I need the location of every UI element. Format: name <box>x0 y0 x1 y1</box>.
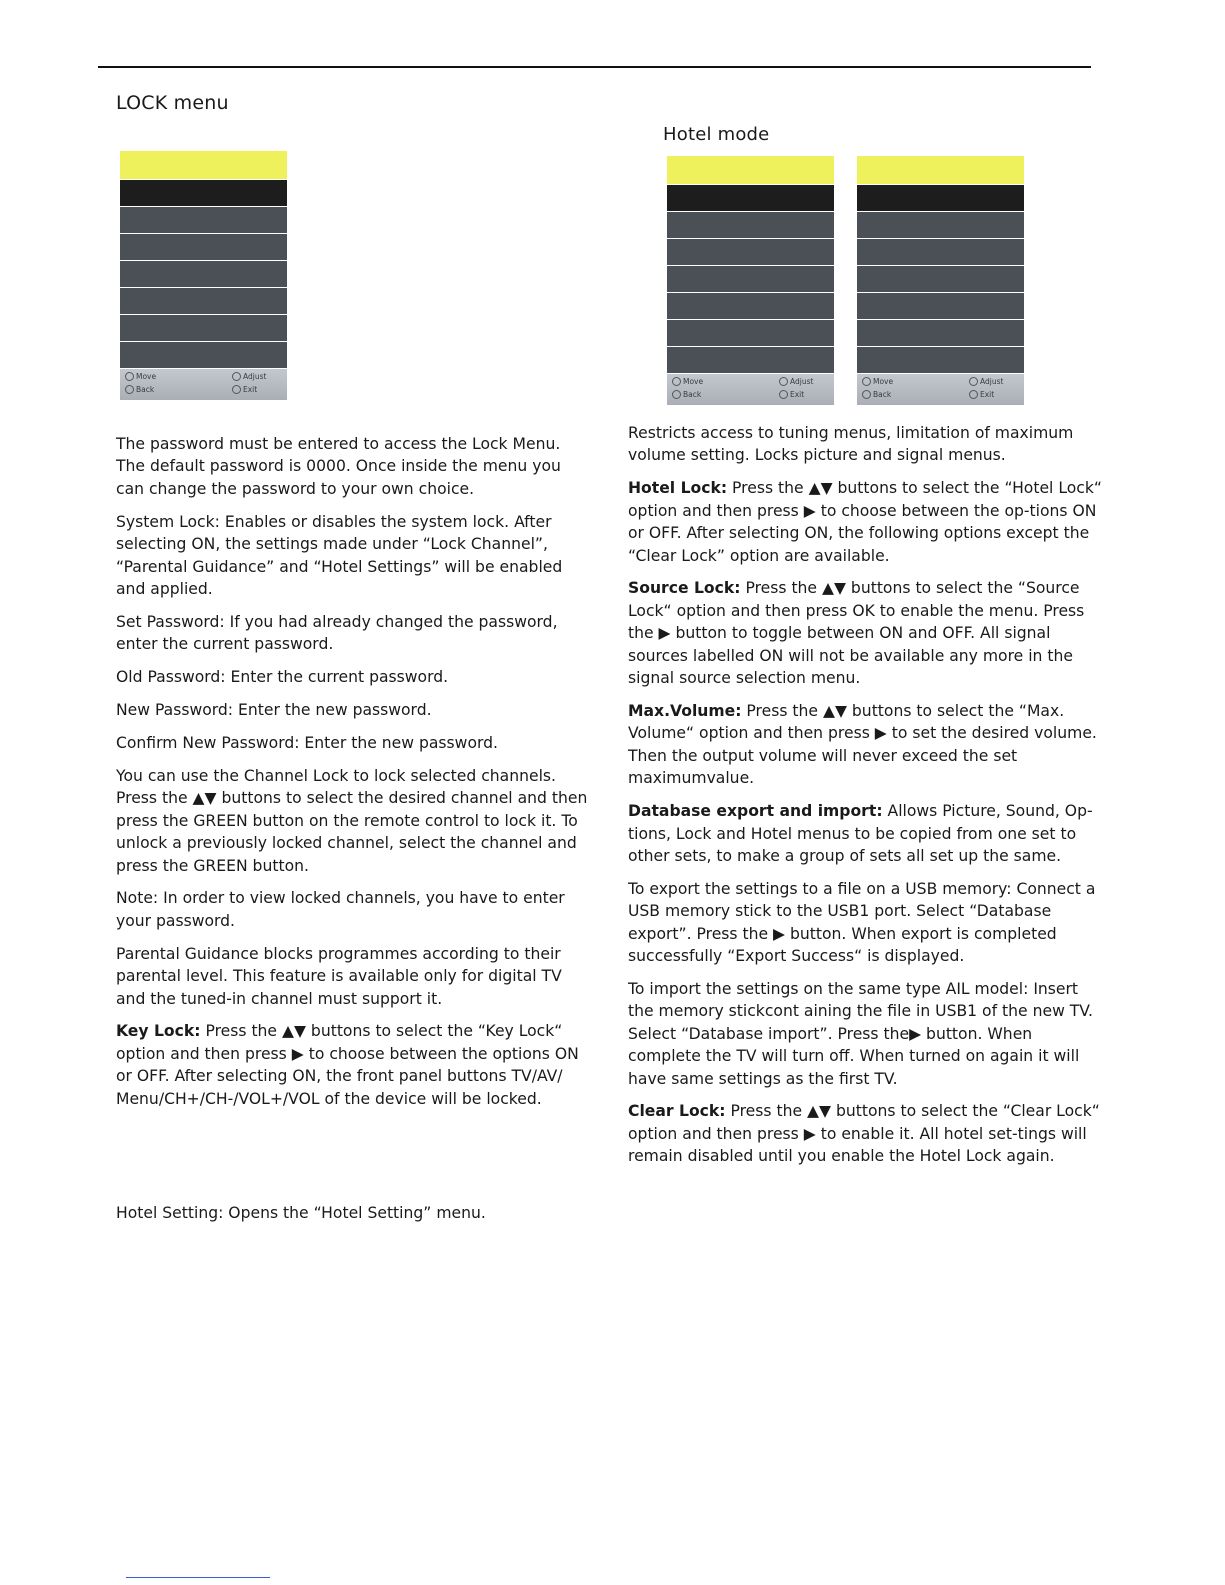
paragraph: To export the settings to a file on a USB memory: Connect a USB memory stick to the USB1 port. Select “Database export”. Press the ▶ button. When export is completed successfully “Export Success“ is displayed. <box>628 879 1096 966</box>
paragraph: Database export and import: Allows Picture, Sound, Op-tions, Lock and Hotel menus to be copied from one set to other sets, to make a group of sets all set up the same. <box>628 802 1093 865</box>
menu-footer <box>857 374 1024 405</box>
menu-row <box>857 293 1024 319</box>
menu-row <box>667 320 834 346</box>
exit-icon <box>232 385 241 394</box>
menu-row <box>120 234 287 260</box>
paragraph: System Lock: Enables or disables the system lock. After selecting ON, the settings made under “Lock Channel”, “Parental Guidance” and “Hotel Settings” will be enabled and applied. <box>116 512 563 598</box>
footer-adjust-label: Adjust <box>790 377 814 386</box>
back-icon <box>125 385 134 394</box>
paragraph: Source Lock: Press the ▲▼ buttons to select the “Source Lock“ option and then press OK to enable the menu. Press the ▶ button to toggle between ON and OFF. All signal sources labelled ON will not be available any more in the signal source selection menu. <box>628 579 1085 688</box>
move-icon <box>125 372 134 381</box>
footer-move-label: Move <box>136 372 157 381</box>
footer-move-label: Move <box>683 377 704 386</box>
paragraph: Max.Volume: Press the ▲▼ buttons to select the “Max. Volume“ option and then press ▶ to set the desired volume. Then the output volume will never exceed the set maximumvalue. <box>628 701 1097 788</box>
paragraph: Confirm New Password: Enter the new password. <box>116 733 498 752</box>
menu-selected-row <box>857 185 1024 211</box>
lock-menu-heading: LOCK menu <box>116 92 229 114</box>
move-icon <box>862 377 871 386</box>
footer-link-underline[interactable] <box>126 1577 270 1578</box>
paragraph: Parental Guidance blocks programmes according to their parental level. This feature is available only for digital TV and the tuned-in channel must support it. <box>116 944 562 1008</box>
adjust-icon <box>779 377 788 386</box>
paragraph: The password must be entered to access the Lock Menu. The default password is 0000. Once inside the menu you can change the password to your own choice. <box>116 435 561 498</box>
menu-row <box>857 212 1024 238</box>
lock-menu-screenshot <box>120 151 287 400</box>
footer-exit-label: Exit <box>980 390 995 399</box>
menu-selected-row <box>667 185 834 211</box>
paragraph: Hotel Lock: Press the ▲▼ buttons to select the “Hotel Lock“ option and then press ▶ to choose between the op-tions ON or OFF. After selecting ON, the following options except the “Clear Lock” option are available. <box>628 479 1102 565</box>
hotel-mode-heading: Hotel mode <box>663 124 770 145</box>
hotel-setting-text: Hotel Setting: Opens the “Hotel Setting” menu. <box>116 1204 486 1222</box>
menu-row <box>667 293 834 319</box>
menu-row <box>857 239 1024 265</box>
menu-row <box>120 342 287 368</box>
menu-row <box>667 239 834 265</box>
hotel-menu-screenshot-1 <box>667 156 834 405</box>
paragraph: You can use the Channel Lock to lock selected channels. Press the ▲▼ buttons to select the desired channel and then press the GREEN button on the remote control to lock it. To unlock a previously locked channel, select the channel and press the GREEN button. <box>116 766 588 875</box>
paragraph: Clear Lock: Press the ▲▼ buttons to select the “Clear Lock“ option and then press ▶ to enable it. All hotel set-tings will remain disabled until you enable the Hotel Lock again. <box>628 1102 1100 1166</box>
top-rule <box>98 66 1091 68</box>
paragraph: Set Password: If you had already changed the password, enter the current password. <box>116 612 558 654</box>
menu-row <box>857 320 1024 346</box>
menu-row <box>120 261 287 287</box>
paragraph: Note: In order to view locked channels, you have to enter your password. <box>116 889 565 930</box>
back-icon <box>672 390 681 399</box>
exit-icon <box>969 390 978 399</box>
paragraph: To import the settings on the same type AIL model: Insert the memory stickcont aining the file in USB1 of the new TV. Select “Database import”. Press the▶ button. When complete the TV will turn off. When turned on again it will have same settings as the first TV. <box>628 979 1093 1088</box>
hotel-menu-screenshot-2 <box>857 156 1024 405</box>
footer-move-label: Move <box>873 377 894 386</box>
menu-row <box>120 288 287 314</box>
menu-row <box>857 347 1024 373</box>
menu-selected-row <box>120 180 287 206</box>
menu-row <box>667 347 834 373</box>
menu-row <box>857 266 1024 292</box>
menu-row <box>667 212 834 238</box>
footer-back-label: Back <box>873 390 892 399</box>
right-column-text <box>628 422 1104 1178</box>
paragraph: New Password: Enter the new password. <box>116 701 432 720</box>
menu-row <box>120 315 287 341</box>
footer-back-label: Back <box>136 385 155 394</box>
left-column-text <box>116 433 588 1121</box>
back-icon <box>862 390 871 399</box>
menu-footer <box>120 369 287 400</box>
menu-title-bar <box>857 156 1024 184</box>
menu-title-bar <box>120 151 287 179</box>
menu-footer <box>667 374 834 405</box>
footer-back-label: Back <box>683 390 702 399</box>
paragraph: Old Password: Enter the current password. <box>116 668 449 687</box>
footer-exit-label: Exit <box>243 385 258 394</box>
adjust-icon <box>232 372 241 381</box>
exit-icon <box>779 390 788 399</box>
menu-row <box>120 207 287 233</box>
paragraph: Restricts access to tuning menus, limitation of maximum volume setting. Locks picture and signal menus. <box>628 424 1074 465</box>
menu-row <box>667 266 834 292</box>
footer-adjust-label: Adjust <box>980 377 1004 386</box>
paragraph: Key Lock: Press the ▲▼ buttons to select the “Key Lock“ option and then press ▶ to choose between the options ON or OFF. After selecting ON, the front panel buttons TV/AV/ Menu/CH+/CH-/VOL+/VOL of the device will be locked. <box>116 1022 579 1108</box>
adjust-icon <box>969 377 978 386</box>
footer-exit-label: Exit <box>790 390 805 399</box>
menu-title-bar <box>667 156 834 184</box>
footer-adjust-label: Adjust <box>243 372 267 381</box>
move-icon <box>672 377 681 386</box>
